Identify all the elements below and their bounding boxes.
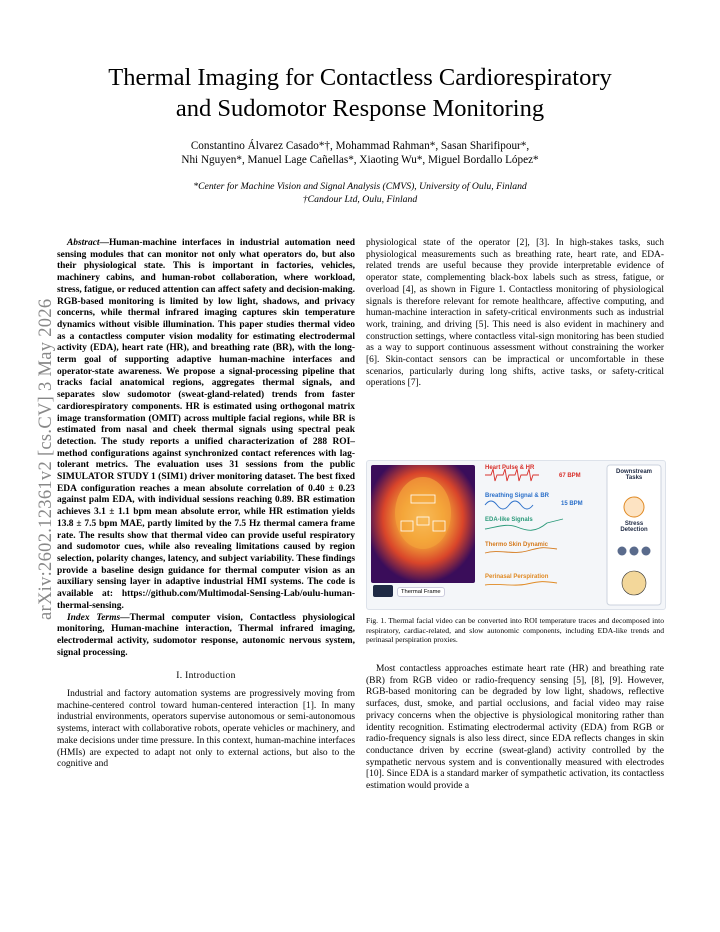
task-dot-icon <box>618 547 627 556</box>
stress-icon <box>624 497 644 517</box>
skin-trace <box>485 548 557 553</box>
related-work-paragraph: Most contactless approaches estimate heart rate (HR) and breathing rate (BR) from RGB video or radio-frequency sensing [5], [8], [9]. However, RGB-based monitoring can be degraded by low light, shadows, reflective surfaces, dust, smoke, and partial occlusions, and facial video may raise privacy concerns when the objective is physiological monitoring rather than identity recognition. Estimating electrodermal activity (EDA) from RGB or radio-frequency signals is also less direct, since EDA reflects changes in skin conductance driven by eccrine (sweat-gland) activity controlled by the sympathetic nervous system and is conventionally measured with electrodes [10]. Since EDA is a standard marker of sympathetic activation, its contactless estimation would provide a <box>366 664 664 792</box>
operator-icon <box>622 571 646 595</box>
section-heading: I. Introduction <box>176 671 236 682</box>
abstract <box>57 238 355 613</box>
index-terms <box>57 613 355 660</box>
frame-label: Thermal Frame <box>397 587 445 597</box>
right-column-bottom <box>366 664 664 793</box>
breath-value: 15 BPM <box>561 501 583 507</box>
task-dot-icon <box>642 547 651 556</box>
left-column <box>57 238 355 771</box>
figure-caption: Fig. 1. Thermal facial video can be converted into ROI temperature traces and decomposed into respiratory, cardiac-related, and slow autonomic components, including EDA-like trends and perinasal perspiration proxies. <box>366 616 664 644</box>
persp-trace <box>485 582 557 586</box>
persp-label: Perinasal Perspiration <box>485 574 549 580</box>
tasks-label: Downstream Tasks <box>615 469 652 481</box>
heart-value: 67 BPM <box>559 473 581 479</box>
abstract-label: Abstract <box>67 238 100 248</box>
affiliations <box>40 180 680 206</box>
arxiv-stamp: arXiv:2602.12361v2 [cs.CV] 3 May 2026 <box>36 298 56 620</box>
face-shape <box>395 477 451 549</box>
author-list <box>40 139 680 167</box>
affiliation-1: *Center for Machine Vision and Signal Analysis (CMVS), University of Oulu, Finland <box>193 181 527 192</box>
title-line-2: and Sudomotor Response Monitoring <box>175 95 545 122</box>
intro-continued: physiological state of the operator [2], [3]. In high-stakes tasks, such physiological measurements such as breathing rate, heart rate, and EDA-related trends are useful because they provide interpretable evidence of operator state, complementing black-box labels such as stress, fatigue, or overload [4], as shown in Figure 1. Contactless monitoring of physiological signals is therefore relevant for remote healthcare, affective computing, and human-machine interaction in safety-critical environments such as industrial work, training, and driving [5]. This need is also evident in machinery and construction settings, where contactless vital-sign monitoring has been studied as a way to support continuous assessment without constraining the worker [6]. Skin-contact sensors can be impractical or uncomfortable in these scenarios, particularly during long shifts, active tasks, or safety-critical operations [7]. <box>366 238 664 389</box>
index-terms-text: —Thermal computer vision, Contactless physiological monitoring, Human-machine interaction, Thermal infrared imaging, electrodermal activity, sudomotor response, autonomic nervous system, signal processing. <box>57 612 355 658</box>
skin-label: Thermo Skin Dynamic <box>485 542 549 548</box>
index-terms-label: Index Terms <box>67 612 121 623</box>
authors-line-1: Constantino Álvarez Casado*†, Mohammad Rahman*, Sasan Sharifipour*, <box>190 140 530 152</box>
breath-trace <box>485 501 533 509</box>
eda-label: EDA-like Signals <box>485 517 533 523</box>
stress-label: Stress Detection <box>620 521 648 533</box>
figure-1 <box>366 460 666 610</box>
paper-title <box>40 62 680 124</box>
task-dot-icon <box>630 547 639 556</box>
camera-icon <box>373 585 393 597</box>
intro-paragraph: Industrial and factory automation systems are progressively moving from machine-centered control toward human-centered interaction [1]. In many industrial environments, operators supervise autonomous or semi-autonomous systems, interact with collaborative robots, operate vehicles or machinery, and make decisions under time pressure. In this context, human-machine interfaces (HMIs) are expected to adapt not only to external actions, but also to the cognitive and <box>57 689 355 770</box>
right-column-top <box>366 238 664 390</box>
heart-label: Heart Pulse & HR <box>485 465 535 471</box>
authors-line-2: Nhi Nguyen*, Manuel Lage Cañellas*, Xiaoting Wu*, Miguel Bordallo López* <box>181 154 539 166</box>
affiliation-2: †Candour Ltd, Oulu, Finland <box>302 194 418 205</box>
breath-label: Breathing Signal & BR <box>485 493 550 499</box>
abstract-text: —Human-machine interfaces in industrial automation need sensing modules that can monitor not only what operators do, but also their physiological state. This is important in factories, vehicles, machinery cabins, and human-robot collaboration, where workload, stress, fatigue, or reduced attention can affect safety and decision-making. RGB-based monitoring is limited by low light, shadows, and privacy concerns, while thermal infrared imaging captures skin temperature dynamics without visible illumination. This paper studies thermal video as a contactless computer vision modality for estimating electrodermal activity (EDA), heart rate (HR), and breathing rate (BR), with the long-term goal of supporting adaptive human-machine interfaces and operator-state awareness. We propose a signal-processing pipeline that tracks facial anatomical regions, aggregates thermal signals, and separates slow sudomotor (sweat-gland-related) trends from faster cardiorespiratory components. HR is estimated using orthogonal matrix image transformation (OMIT) across multiple facial regions, while BR is estimated from nasal and cheek thermal signals using spectral peak detection. The study reports a unified characterization of 288 ROI–method configurations against synchronized contact references with lag-tolerant metrics. The evaluation uses 31 sessions from the public SIMULATOR STUDY 1 (SIM1) driver monitoring dataset. The best fixed EDA configuration reaches a mean absolute correlation of 0.40 ± 0.23 against palm EDA, with individual sessions reaching 0.89. BR estimation achieves 3.1 ± 1.1 bpm mean absolute error, while HR estimation yields 13.8 ± 7.5 bpm MAE, partly limited by the 7.5 Hz thermal camera frame rate. The results show that thermal video can provide useful respiratory and sudomotor cues, while also revealing limitations caused by region selection, polarity changes, latency, and subject variability. These findings provide a baseline design guidance for thermal computer vision as an auxiliary sensing layer in adaptive industrial HMI systems. The code is available at: https://github.com/Multimodal-Sensing-Lab/oulu-human-thermal-sensing. <box>57 238 355 611</box>
title-line-1: Thermal Imaging for Contactless Cardiorespiratory <box>108 64 612 91</box>
